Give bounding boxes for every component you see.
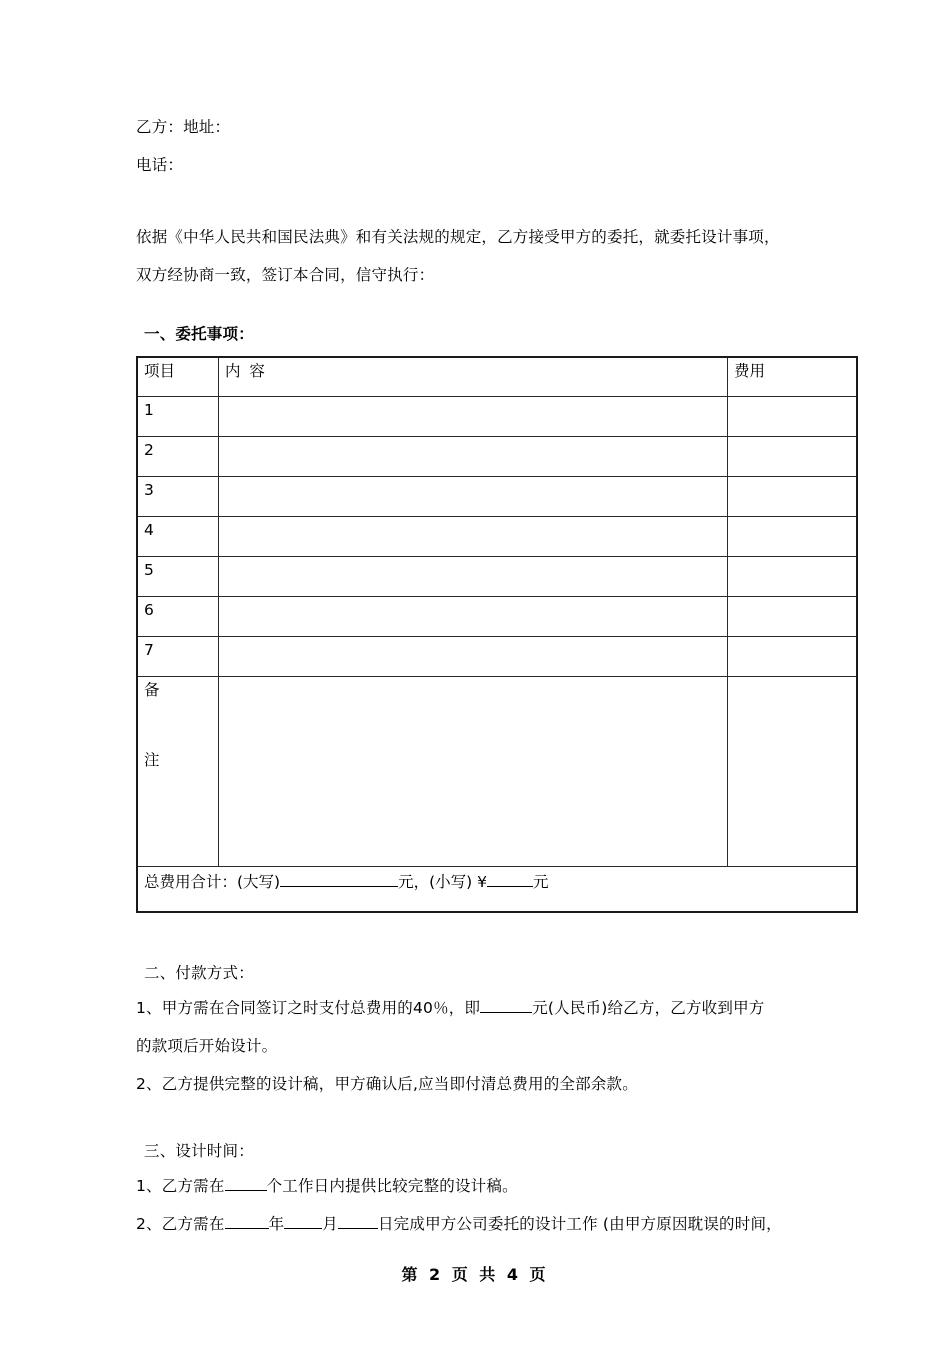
section-three-spacer xyxy=(136,1103,816,1135)
row-content-cell[interactable] xyxy=(219,597,728,637)
header-cell-content: 内 容 xyxy=(219,357,728,397)
section-two-spacer xyxy=(136,913,816,957)
table-row[interactable] xyxy=(137,637,857,677)
total-unit-2-label: 元 xyxy=(533,873,549,891)
remark-row[interactable] xyxy=(137,677,857,867)
section-one-title: 一、委托事项： xyxy=(144,325,254,343)
total-numeric-blank[interactable] xyxy=(487,886,533,887)
table-header-row xyxy=(137,357,857,397)
payment-amount-blank[interactable] xyxy=(480,1012,532,1013)
remark-label-char-2: 注 xyxy=(144,751,160,769)
payment-item-1-part-a: 1、甲方需在合同签订之时支付总费用的40％，即 xyxy=(136,999,481,1017)
remark-label-char-1: 备 xyxy=(144,681,160,699)
table-row[interactable] xyxy=(137,597,857,637)
payment-item-1-part-b: 元(人民币)给乙方，乙方收到甲方 xyxy=(532,999,765,1017)
row-index-cell: 1 xyxy=(137,397,219,437)
section-three-item-2 xyxy=(136,1205,816,1243)
remark-content-cell[interactable] xyxy=(219,677,728,867)
row-index-cell: 4 xyxy=(137,517,219,557)
section-two-item-1-line-2: 的款项后开始设计。 xyxy=(136,1037,278,1055)
section-two-item-2: 2、乙方提供完整的设计稿，甲方确认后,应当即付清总费用的全部余款。 xyxy=(136,1075,638,1093)
row-index-cell: 6 xyxy=(137,597,219,637)
row-fee-cell[interactable] xyxy=(728,517,858,557)
page-indicator: 第 2 页 共 4 页 xyxy=(401,1265,549,1284)
table-row[interactable] xyxy=(137,517,857,557)
design-item-2-part-d: 日完成甲方公司委托的设计工作 (由甲方原因耽误的时间， xyxy=(377,1215,782,1233)
completion-year-blank[interactable] xyxy=(225,1228,269,1229)
row-fee-cell[interactable] xyxy=(728,597,858,637)
remark-label-cell xyxy=(137,677,219,867)
section-one-spacer xyxy=(136,294,816,318)
remark-fee-cell[interactable] xyxy=(728,677,858,867)
preamble-line-1: 依据《中华人民共和国民法典》和有关法规的规定，乙方接受甲方的委托，就委托设计事项， xyxy=(136,228,780,246)
table-row[interactable] xyxy=(137,557,857,597)
total-row[interactable] xyxy=(137,867,857,913)
total-cell[interactable] xyxy=(137,867,857,913)
completion-day-blank[interactable] xyxy=(338,1228,378,1229)
row-fee-cell[interactable] xyxy=(728,557,858,597)
total-prefix-label: 总费用合计：(大写) xyxy=(144,873,281,891)
row-index-cell: 5 xyxy=(137,557,219,597)
row-index-cell: 2 xyxy=(137,437,219,477)
row-fee-cell[interactable] xyxy=(728,637,858,677)
section-three-item-1 xyxy=(136,1167,816,1205)
table-row[interactable] xyxy=(137,437,857,477)
completion-month-blank[interactable] xyxy=(284,1228,322,1229)
total-unit-1-label: 元，(小写) ¥ xyxy=(398,873,487,891)
section-three-title: 三、设计时间： xyxy=(144,1142,254,1160)
row-index-cell: 7 xyxy=(137,637,219,677)
top-spacer xyxy=(136,0,816,108)
row-fee-cell[interactable] xyxy=(728,397,858,437)
table-row[interactable] xyxy=(137,397,857,437)
header-cell-fee: 费用 xyxy=(728,357,858,397)
row-content-cell[interactable] xyxy=(219,557,728,597)
design-item-1-part-b: 个工作日内提供比较完整的设计稿。 xyxy=(266,1177,518,1195)
design-item-2-part-b: 年 xyxy=(268,1215,285,1233)
row-content-cell[interactable] xyxy=(219,397,728,437)
section-two-item-1-line-1 xyxy=(136,989,816,1027)
row-content-cell[interactable] xyxy=(219,437,728,477)
section-two-title: 二、付款方式： xyxy=(144,964,254,982)
party-b-phone-line: 电话： xyxy=(136,156,184,174)
row-content-cell[interactable] xyxy=(219,477,728,517)
preamble-line-2: 双方经协商一致，签订本合同，信守执行： xyxy=(136,266,435,284)
working-days-blank[interactable] xyxy=(225,1190,267,1191)
row-content-cell[interactable] xyxy=(219,637,728,677)
header-cell-item: 项目 xyxy=(137,357,219,397)
commission-items-table xyxy=(136,356,858,913)
design-item-2-part-a: 2、乙方需在 xyxy=(136,1215,225,1233)
document-content xyxy=(136,0,816,1243)
total-uppercase-blank[interactable] xyxy=(280,886,398,887)
row-content-cell[interactable] xyxy=(219,517,728,557)
party-b-address-line: 乙方：地址： xyxy=(136,118,231,136)
row-index-cell: 3 xyxy=(137,477,219,517)
page-footer xyxy=(0,1262,950,1285)
row-fee-cell[interactable] xyxy=(728,437,858,477)
preamble-spacer xyxy=(136,184,816,218)
design-item-1-part-a: 1、乙方需在 xyxy=(136,1177,225,1195)
table-row[interactable] xyxy=(137,477,857,517)
row-fee-cell[interactable] xyxy=(728,477,858,517)
total-text xyxy=(144,869,850,893)
design-item-2-part-c: 月 xyxy=(322,1215,338,1233)
